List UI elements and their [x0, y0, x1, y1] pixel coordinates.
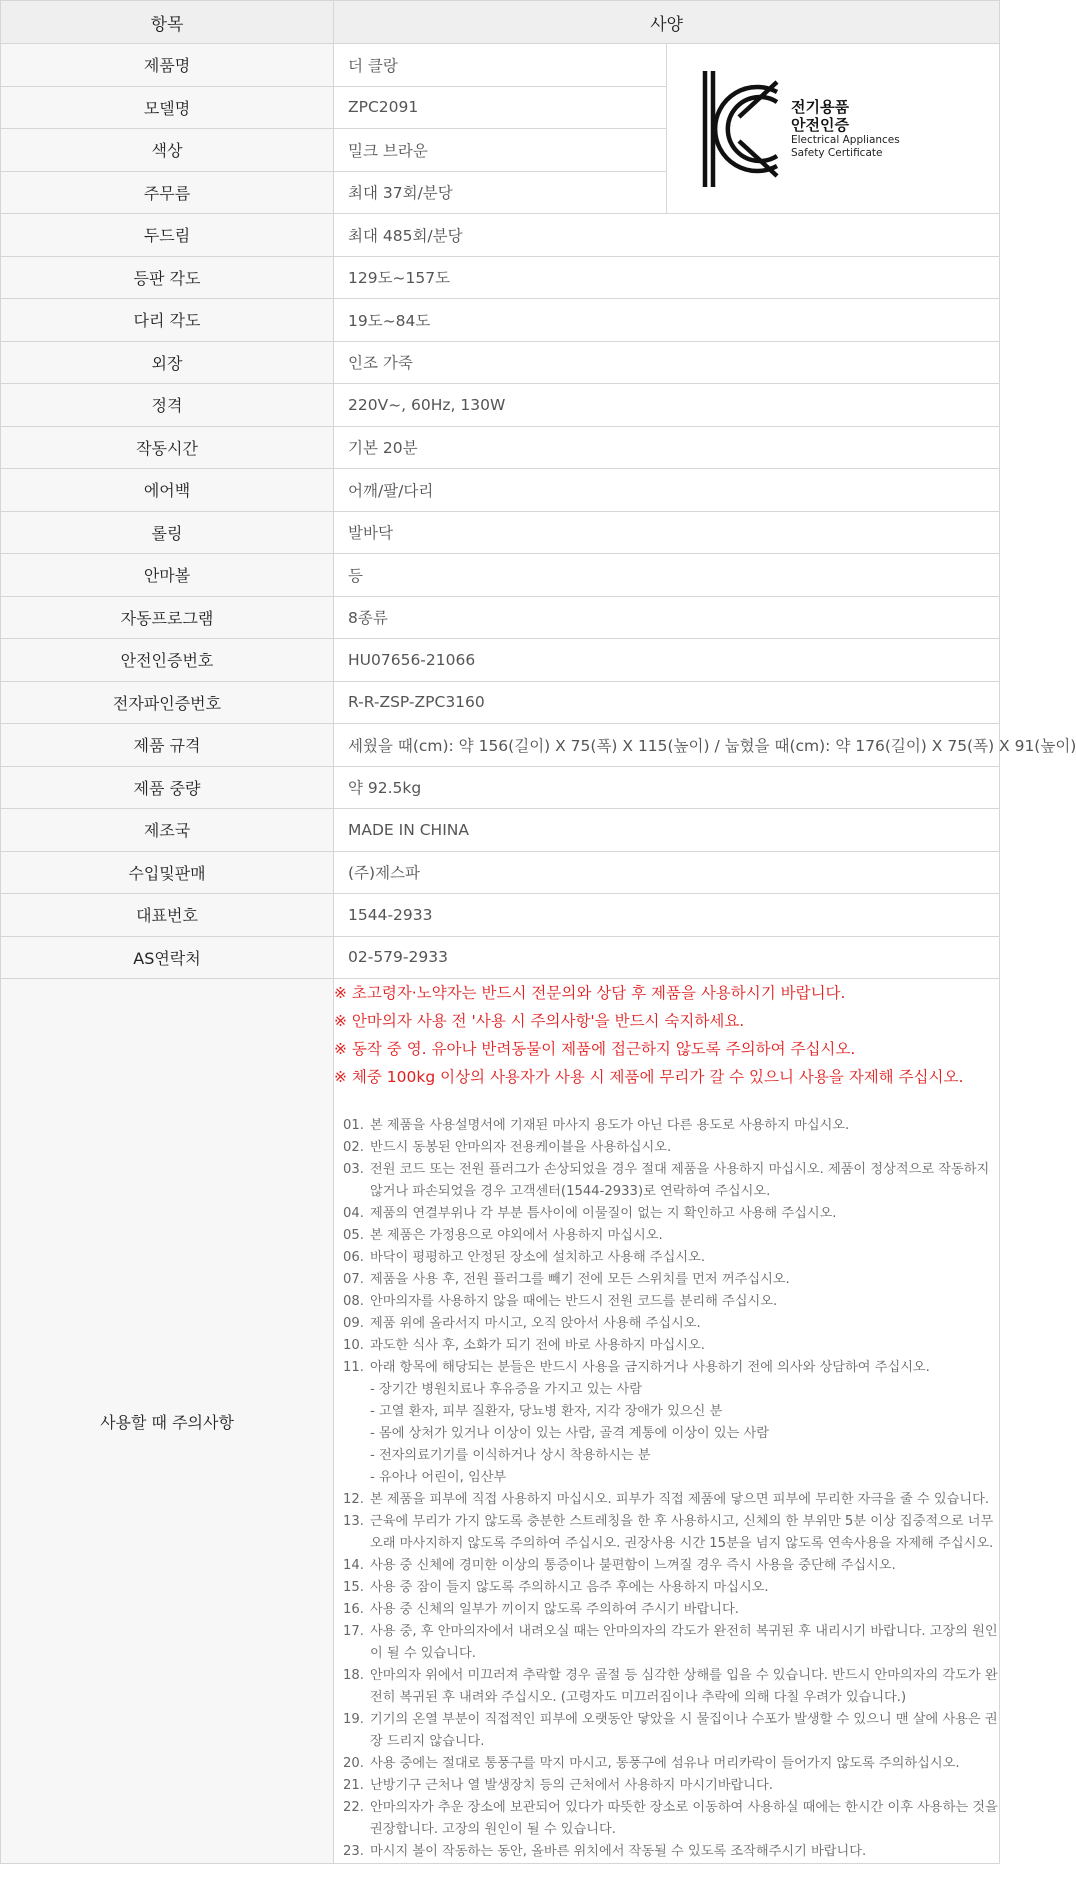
spec-value: 세웠을 때(cm): 약 156(길이) X 75(폭) X 115(높이) / 눕혔을 때(cm): 약 176(길이) X 75(폭) X 91(높이) [334, 724, 1000, 767]
kc-title-1: 전기용품 [791, 97, 849, 116]
spec-value: 약 92.5kg [334, 766, 1000, 809]
spec-row [1, 299, 1000, 342]
note-text: 마시지 볼이 작동하는 동안, 올바른 위치에서 작동될 수 있도록 조작해주시기 바랍니다. [370, 1844, 867, 1859]
spec-value: ZPC2091 [334, 86, 667, 129]
note-text: 안마의자를 사용하지 않을 때에는 반드시 전원 코드를 분리해 주십시오. [370, 1294, 778, 1309]
spec-value: 밀크 브라운 [334, 129, 667, 172]
spec-label: 제조국 [1, 809, 334, 852]
spec-label: 안전인증번호 [1, 639, 334, 682]
note-item [334, 1621, 999, 1665]
caution-label: 사용할 때 주의사항 [1, 979, 334, 1864]
spec-label: 두드림 [1, 214, 334, 257]
spec-label: 안마볼 [1, 554, 334, 597]
note-text: 아래 항목에 해당되는 분들은 반드시 사용을 금지하거나 사용하기 전에 의사와 상담하여 주십시오. [370, 1360, 930, 1375]
note-item [334, 1797, 999, 1841]
warning-line: ※ 동작 중 영. 유아나 반려동물이 제품에 접근하지 않도록 주의하여 주십시오. [334, 1040, 856, 1058]
note-subitem: - 장기간 병원치료나 후유증을 가지고 있는 사람 [370, 1382, 642, 1397]
spec-row [1, 851, 1000, 894]
note-item [334, 1555, 999, 1577]
note-subitem: - 고열 환자, 피부 질환자, 당뇨병 환자, 지각 장애가 있으신 분 [370, 1404, 723, 1419]
spec-row [1, 426, 1000, 469]
note-text: 사용 중 신체에 경미한 이상의 통증이나 불편함이 느껴질 경우 즉시 사용을 중단해 주십시오. [370, 1558, 896, 1573]
spec-value: 발바닥 [334, 511, 1000, 554]
spec-row [1, 596, 1000, 639]
note-text: 사용 중, 후 안마의자에서 내려오실 때는 안마의자의 각도가 완전히 복귀된 후 내리시기 바랍니다. 고장의 원인이 될 수 있습니다. [370, 1624, 998, 1661]
note-subitem: - 몸에 상처가 있거나 이상이 있는 사람, 골격 계통에 이상이 있는 사람 [370, 1426, 770, 1441]
kc-en-1: Electrical Appliances [791, 133, 900, 146]
note-text: 바닥이 평평하고 안정된 장소에 설치하고 사용해 주십시오. [370, 1250, 706, 1265]
spec-label: 주무름 [1, 171, 334, 214]
spec-value: 220V~, 60Hz, 130W [334, 384, 1000, 427]
spec-row [1, 384, 1000, 427]
note-item [334, 1291, 999, 1313]
note-text: 반드시 동봉된 안마의자 전용케이블을 사용하십시오. [370, 1140, 672, 1155]
note-number: 03. [343, 1162, 364, 1177]
note-text: 본 제품을 사용설명서에 기재된 마사지 용도가 아닌 다른 용도로 사용하지 마십시오. [370, 1118, 850, 1133]
spec-label: 다리 각도 [1, 299, 334, 342]
note-number: 17. [343, 1624, 364, 1639]
spec-row [1, 936, 1000, 979]
note-text: 본 제품을 피부에 직접 사용하지 마십시오. 피부가 직접 제품에 닿으면 피부에 무리한 자극을 줄 수 있습니다. [370, 1492, 990, 1507]
spec-row [1, 469, 1000, 512]
spec-label: 제품명 [1, 44, 334, 87]
spec-value: HU07656-21066 [334, 639, 1000, 682]
spec-row [1, 681, 1000, 724]
spec-row [1, 894, 1000, 937]
spec-label: 자동프로그램 [1, 596, 334, 639]
note-item [334, 1159, 999, 1203]
kc-certification-mark [667, 68, 999, 190]
spec-row [1, 809, 1000, 852]
note-text: 사용 중 잠이 들지 않도록 주의하시고 음주 후에는 사용하지 마십시오. [370, 1580, 769, 1595]
spec-label: 제품 규격 [1, 724, 334, 767]
spec-value: 등 [334, 554, 1000, 597]
note-item [334, 1357, 999, 1379]
note-item [334, 1489, 999, 1511]
spec-row [1, 639, 1000, 682]
note-item [334, 1841, 999, 1863]
warning-line: ※ 안마의자 사용 전 '사용 시 주의사항'을 반드시 숙지하세요. [334, 1012, 745, 1030]
spec-label: AS연락처 [1, 936, 334, 979]
spec-value: 더 클랑 [334, 44, 667, 87]
spec-label: 색상 [1, 129, 334, 172]
spec-value: 8종류 [334, 596, 1000, 639]
spec-row [1, 214, 1000, 257]
note-text: 제품 위에 올라서지 마시고, 오직 앉아서 사용해 주십시오. [370, 1316, 701, 1331]
note-number: 12. [343, 1492, 364, 1507]
warning-line: ※ 초고령자·노약자는 반드시 전문의와 상담 후 제품을 사용하시기 바랍니다. [334, 984, 846, 1002]
note-number: 07. [343, 1272, 364, 1287]
note-number: 11. [343, 1360, 364, 1375]
spec-value: MADE IN CHINA [334, 809, 1000, 852]
kc-title-2: 안전인증 [791, 115, 849, 134]
spec-label: 전자파인증번호 [1, 681, 334, 724]
warning-line: ※ 체중 100kg 이상의 사용자가 사용 시 제품에 무리가 갈 수 있으니 사용을 자제해 주십시오. [334, 1068, 964, 1086]
note-text: 과도한 식사 후, 소화가 되기 전에 바로 사용하지 마십시오. [370, 1338, 705, 1353]
note-text: 본 제품은 가정용으로 야외에서 사용하지 마십시오. [370, 1228, 663, 1243]
note-item [334, 1225, 999, 1247]
note-text: 안마의자 위에서 미끄러져 추락할 경우 골절 등 심각한 상해를 입을 수 있습니다. 반드시 안마의자의 각도가 완전히 복귀된 후 내려와 주십시오. (고령자도 미끄러짐이나 추락에 의해 다칠 우려가 있습니다.) [370, 1668, 998, 1705]
note-item [334, 1115, 999, 1137]
note-number: 10. [343, 1338, 364, 1353]
note-number: 06. [343, 1250, 364, 1265]
spec-value: 기본 20분 [334, 426, 1000, 469]
spec-value: 129도~157도 [334, 256, 1000, 299]
note-text: 근육에 무리가 가지 않도록 충분한 스트레칭을 한 후 사용하시고, 신체의 한 부위만 5분 이상 집중적으로 너무 오래 마사지하지 않도록 주의하여 주십시오. 권장사용 시간 15분을 넘지 않도록 연속사용을 자제해 주십시오. [370, 1514, 994, 1551]
note-item [334, 1665, 999, 1709]
note-text: 제품의 연결부위나 각 부분 틈사이에 이물질이 없는 지 확인하고 사용해 주십시오. [370, 1206, 837, 1221]
note-item [334, 1599, 999, 1621]
note-item [334, 1137, 999, 1159]
spec-label: 에어백 [1, 469, 334, 512]
spec-label: 롤링 [1, 511, 334, 554]
spec-label: 제품 중량 [1, 766, 334, 809]
spec-value: 인조 가죽 [334, 341, 1000, 384]
note-item [334, 1335, 999, 1357]
spec-label: 등판 각도 [1, 256, 334, 299]
spec-value: 1544-2933 [334, 894, 1000, 937]
spec-label: 대표번호 [1, 894, 334, 937]
note-item [334, 1511, 999, 1555]
note-text: 안마의자가 추운 장소에 보관되어 있다가 따뜻한 장소로 이동하여 사용하실 때에는 한시간 이후 사용하는 것을 권장합니다. 고장의 원인이 될 수 있습니다. [370, 1800, 998, 1837]
note-text: 사용 중 신체의 일부가 끼이지 않도록 주의하여 주시기 바랍니다. [370, 1602, 739, 1617]
note-number: 23. [343, 1844, 364, 1859]
spec-row [1, 766, 1000, 809]
note-number: 09. [343, 1316, 364, 1331]
note-number: 02. [343, 1140, 364, 1155]
spec-value: 어깨/팔/다리 [334, 469, 1000, 512]
spec-value: R-R-ZSP-ZPC3160 [334, 681, 1000, 724]
kc-logo-icon [701, 68, 781, 190]
spec-label: 외장 [1, 341, 334, 384]
note-text: 전원 코드 또는 전원 플러그가 손상되었을 경우 절대 제품을 사용하지 마십시오. 제품이 정상적으로 작동하지 않거나 파손되었을 경우 고객센터(1544-2933)로 연락하여 주십시오. [370, 1162, 990, 1199]
kc-text [791, 98, 900, 159]
spec-row [1, 256, 1000, 299]
note-subitem: - 전자의료기기를 이식하거나 상시 착용하시는 분 [370, 1448, 651, 1463]
spec-row [1, 44, 1000, 87]
spec-value: (주)제스파 [334, 851, 1000, 894]
spec-value: 최대 485회/분당 [334, 214, 1000, 257]
spec-label: 수입및판매 [1, 851, 334, 894]
caution-row [1, 979, 1000, 1864]
caution-content [334, 979, 1000, 1864]
note-text: 기기의 온열 부분이 직접적인 피부에 오랫동안 닿았을 시 물집이나 수포가 발생할 수 있으니 맨 살에 사용은 권장 드리지 않습니다. [370, 1712, 998, 1749]
note-text: 난방기구 근처나 열 발생장치 등의 근처에서 사용하지 마시기바랍니다. [370, 1778, 773, 1793]
note-number: 05. [343, 1228, 364, 1243]
note-number: 20. [343, 1756, 364, 1771]
note-number: 19. [343, 1712, 364, 1727]
note-item [334, 1269, 999, 1291]
spec-label: 모델명 [1, 86, 334, 129]
kc-en-2: Safety Certificate [791, 146, 883, 159]
note-item [334, 1577, 999, 1599]
note-item [334, 1313, 999, 1335]
note-number: 21. [343, 1778, 364, 1793]
note-number: 13. [343, 1514, 364, 1529]
spec-row [1, 554, 1000, 597]
spec-row [1, 511, 1000, 554]
spec-body [1, 44, 1076, 1864]
note-text: 사용 중에는 절대로 통풍구를 막지 마시고, 통풍구에 섬유나 머리카락이 들어가지 않도록 주의하십시오. [370, 1756, 960, 1771]
note-text: 제품을 사용 후, 전원 플러그를 빼기 전에 모든 스위치를 먼저 꺼주십시오. [370, 1272, 790, 1287]
note-number: 18. [343, 1668, 364, 1683]
note-number: 16. [343, 1602, 364, 1617]
note-number: 22. [343, 1800, 364, 1815]
kc-cell [667, 44, 1000, 214]
note-number: 01. [343, 1118, 364, 1133]
note-number: 14. [343, 1558, 364, 1573]
note-number: 15. [343, 1580, 364, 1595]
note-number: 08. [343, 1294, 364, 1309]
header-row [1, 1, 1000, 44]
note-item [334, 1247, 999, 1269]
note-number: 04. [343, 1206, 364, 1221]
note-item [334, 1203, 999, 1225]
notes-list [334, 1115, 999, 1863]
spec-value: 최대 37회/분당 [334, 171, 667, 214]
spec-label: 작동시간 [1, 426, 334, 469]
note-subitem: - 유아나 어린이, 임산부 [370, 1470, 507, 1485]
spec-row [1, 724, 1000, 767]
note-item [334, 1709, 999, 1753]
header-item: 항목 [1, 1, 334, 44]
spec-value: 19도~84도 [334, 299, 1000, 342]
spec-label: 정격 [1, 384, 334, 427]
note-item [334, 1775, 999, 1797]
spec-value: 02-579-2933 [334, 936, 1000, 979]
note-item [334, 1753, 999, 1775]
spec-row [1, 341, 1000, 384]
header-spec: 사양 [334, 1, 1000, 44]
